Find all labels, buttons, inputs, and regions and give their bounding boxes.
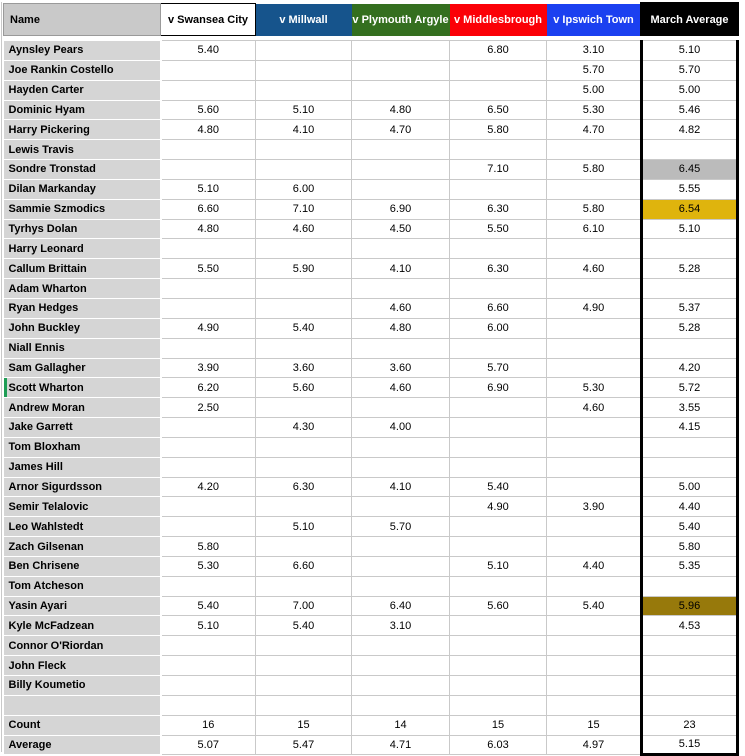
rating-cell[interactable]: 5.50 bbox=[450, 219, 547, 239]
rating-cell[interactable] bbox=[256, 656, 352, 676]
rating-cell[interactable]: 4.70 bbox=[547, 120, 642, 140]
rating-cell[interactable]: 16 bbox=[161, 715, 256, 735]
row-ryan-hedges bbox=[4, 298, 738, 318]
average-cell[interactable]: 4.53 bbox=[642, 616, 738, 636]
average-cell[interactable]: 5.00 bbox=[642, 80, 738, 100]
rating-cell[interactable] bbox=[450, 239, 547, 259]
rating-cell[interactable] bbox=[352, 41, 450, 61]
rating-cell[interactable]: 6.60 bbox=[256, 556, 352, 576]
average-cell[interactable]: 5.46 bbox=[642, 100, 738, 120]
rating-cell[interactable] bbox=[352, 80, 450, 100]
rating-cell[interactable] bbox=[256, 497, 352, 517]
row-harry-pickering bbox=[4, 120, 738, 140]
rating-cell[interactable] bbox=[161, 656, 256, 676]
rating-cell[interactable]: 3.60 bbox=[256, 358, 352, 378]
row-average bbox=[4, 735, 738, 755]
rating-cell[interactable]: 5.80 bbox=[161, 537, 256, 557]
rating-cell[interactable] bbox=[450, 418, 547, 438]
rating-cell[interactable] bbox=[352, 338, 450, 358]
rating-cell[interactable] bbox=[352, 576, 450, 596]
average-cell[interactable]: 5.35 bbox=[642, 556, 738, 576]
rating-cell[interactable] bbox=[352, 537, 450, 557]
player-name-cell[interactable]: Callum Brittain bbox=[4, 259, 161, 279]
rating-cell[interactable] bbox=[256, 636, 352, 656]
average-cell[interactable] bbox=[642, 140, 738, 160]
player-name-cell[interactable]: Sam Gallagher bbox=[4, 358, 161, 378]
rating-cell[interactable]: 5.40 bbox=[450, 477, 547, 497]
rating-cell[interactable] bbox=[352, 179, 450, 199]
rating-cell[interactable] bbox=[256, 60, 352, 80]
average-cell[interactable] bbox=[642, 676, 738, 696]
average-cell[interactable] bbox=[642, 239, 738, 259]
row-dilan-markanday bbox=[4, 179, 738, 199]
player-name-cell[interactable]: Joe Rankin Costello bbox=[4, 60, 161, 80]
rating-cell[interactable]: 4.80 bbox=[161, 120, 256, 140]
rating-cell[interactable] bbox=[352, 636, 450, 656]
rating-cell[interactable] bbox=[450, 656, 547, 676]
rating-cell[interactable] bbox=[450, 338, 547, 358]
average-cell[interactable]: 5.96 bbox=[642, 596, 738, 616]
rating-cell[interactable] bbox=[352, 556, 450, 576]
rating-cell[interactable] bbox=[450, 636, 547, 656]
player-name-cell[interactable]: Aynsley Pears bbox=[4, 41, 161, 61]
player-name-cell[interactable]: Count bbox=[4, 715, 161, 735]
average-cell[interactable]: 4.15 bbox=[642, 418, 738, 438]
rating-cell[interactable]: 5.70 bbox=[450, 358, 547, 378]
rating-cell[interactable]: 5.90 bbox=[256, 259, 352, 279]
rating-cell[interactable] bbox=[256, 239, 352, 259]
average-cell[interactable]: 4.40 bbox=[642, 497, 738, 517]
rating-cell[interactable] bbox=[547, 517, 642, 537]
column-header-v-swansea-city[interactable]: v Swansea City bbox=[161, 4, 256, 36]
rating-cell[interactable]: 4.71 bbox=[352, 735, 450, 755]
rating-cell[interactable] bbox=[450, 140, 547, 160]
rating-cell[interactable] bbox=[256, 695, 352, 715]
player-name-cell[interactable]: Ben Chrisene bbox=[4, 556, 161, 576]
rating-cell[interactable]: 6.60 bbox=[450, 298, 547, 318]
rating-cell[interactable] bbox=[161, 576, 256, 596]
player-name-cell[interactable]: Tom Atcheson bbox=[4, 576, 161, 596]
rating-cell[interactable]: 4.90 bbox=[450, 497, 547, 517]
rating-cell[interactable]: 4.60 bbox=[256, 219, 352, 239]
rating-cell[interactable]: 4.60 bbox=[352, 298, 450, 318]
rating-cell[interactable]: 6.30 bbox=[450, 199, 547, 219]
player-name-cell[interactable]: Dilan Markanday bbox=[4, 179, 161, 199]
rating-cell[interactable]: 5.10 bbox=[256, 100, 352, 120]
player-name-cell[interactable]: Harry Leonard bbox=[4, 239, 161, 259]
rating-cell[interactable] bbox=[450, 179, 547, 199]
rating-cell[interactable] bbox=[352, 60, 450, 80]
rating-cell[interactable] bbox=[547, 358, 642, 378]
average-cell[interactable]: 5.72 bbox=[642, 378, 738, 398]
row-arnor-sigurdsson bbox=[4, 477, 738, 497]
rating-cell[interactable] bbox=[352, 160, 450, 180]
rating-cell[interactable]: 5.80 bbox=[450, 120, 547, 140]
average-cell[interactable]: 5.28 bbox=[642, 318, 738, 338]
player-name-cell[interactable]: James Hill bbox=[4, 457, 161, 477]
rating-cell[interactable] bbox=[256, 298, 352, 318]
rating-cell[interactable] bbox=[256, 80, 352, 100]
rating-cell[interactable] bbox=[256, 537, 352, 557]
rating-cell[interactable] bbox=[450, 398, 547, 418]
average-cell[interactable] bbox=[642, 457, 738, 477]
rating-cell[interactable]: 5.40 bbox=[256, 318, 352, 338]
row-jake-garrett bbox=[4, 418, 738, 438]
rating-cell[interactable]: 4.60 bbox=[547, 398, 642, 418]
row-semir-telalovic bbox=[4, 497, 738, 517]
rating-cell[interactable] bbox=[256, 437, 352, 457]
rating-cell[interactable] bbox=[450, 576, 547, 596]
rating-cell[interactable] bbox=[450, 517, 547, 537]
rating-cell[interactable] bbox=[547, 576, 642, 596]
player-name-cell[interactable]: Tom Bloxham bbox=[4, 437, 161, 457]
player-name-cell[interactable]: Average bbox=[4, 735, 161, 755]
player-name-cell[interactable]: Sondre Tronstad bbox=[4, 160, 161, 180]
row-zach-gilsenan bbox=[4, 537, 738, 557]
rating-cell[interactable]: 3.90 bbox=[547, 497, 642, 517]
rating-cell[interactable] bbox=[161, 338, 256, 358]
rating-cell[interactable] bbox=[352, 497, 450, 517]
rating-cell[interactable]: 5.10 bbox=[450, 556, 547, 576]
rating-cell[interactable]: 6.30 bbox=[256, 477, 352, 497]
player-name-cell[interactable] bbox=[4, 695, 161, 715]
rating-cell[interactable]: 5.80 bbox=[547, 160, 642, 180]
player-name-cell[interactable]: Kyle McFadzean bbox=[4, 616, 161, 636]
rating-cell[interactable] bbox=[352, 239, 450, 259]
rating-cell[interactable] bbox=[256, 676, 352, 696]
rating-cell[interactable]: 5.40 bbox=[161, 596, 256, 616]
rating-cell[interactable]: 5.70 bbox=[547, 60, 642, 80]
rating-cell[interactable]: 15 bbox=[256, 715, 352, 735]
rating-cell[interactable] bbox=[256, 576, 352, 596]
average-cell[interactable] bbox=[642, 437, 738, 457]
column-header-v-ipswich-town[interactable]: v Ipswich Town bbox=[547, 4, 642, 36]
player-name-cell[interactable]: Lewis Travis bbox=[4, 140, 161, 160]
rating-cell[interactable]: 4.80 bbox=[352, 318, 450, 338]
rating-cell[interactable]: 5.10 bbox=[161, 179, 256, 199]
player-name-cell[interactable]: Ryan Hedges bbox=[4, 298, 161, 318]
rating-cell[interactable]: 6.30 bbox=[450, 259, 547, 279]
row-tom-bloxham bbox=[4, 437, 738, 457]
average-cell[interactable] bbox=[642, 338, 738, 358]
table-body bbox=[4, 41, 738, 755]
rating-cell[interactable]: 15 bbox=[547, 715, 642, 735]
row-aynsley-pears bbox=[4, 41, 738, 61]
player-name-cell[interactable]: Yasin Ayari bbox=[4, 596, 161, 616]
rating-cell[interactable] bbox=[450, 80, 547, 100]
rating-cell[interactable] bbox=[450, 695, 547, 715]
rating-cell[interactable] bbox=[161, 676, 256, 696]
player-name-cell[interactable]: Sammie Szmodics bbox=[4, 199, 161, 219]
average-cell[interactable]: 4.20 bbox=[642, 358, 738, 378]
row-adam-wharton bbox=[4, 279, 738, 299]
rating-cell[interactable]: 4.30 bbox=[256, 418, 352, 438]
rating-cell[interactable]: 5.40 bbox=[256, 616, 352, 636]
row-james-hill bbox=[4, 457, 738, 477]
row-harry-leonard bbox=[4, 239, 738, 259]
row-sammie-szmodics bbox=[4, 199, 738, 219]
rating-cell[interactable] bbox=[450, 457, 547, 477]
rating-cell[interactable]: 3.10 bbox=[352, 616, 450, 636]
player-name-cell[interactable]: Connor O'Riordan bbox=[4, 636, 161, 656]
rating-cell[interactable] bbox=[161, 437, 256, 457]
row-hayden-carter bbox=[4, 80, 738, 100]
row-niall-ennis bbox=[4, 338, 738, 358]
rating-cell[interactable]: 4.97 bbox=[547, 735, 642, 755]
rating-cell[interactable] bbox=[161, 279, 256, 299]
row-connor-o-riordan bbox=[4, 636, 738, 656]
rating-cell[interactable] bbox=[256, 457, 352, 477]
rating-cell[interactable]: 4.10 bbox=[256, 120, 352, 140]
sheet-left-gridline bbox=[1, 2, 2, 752]
rating-cell[interactable]: 5.60 bbox=[256, 378, 352, 398]
row-ben-chrisene bbox=[4, 556, 738, 576]
rating-cell[interactable]: 5.30 bbox=[547, 378, 642, 398]
row-sam-gallagher bbox=[4, 358, 738, 378]
row-kyle-mcfadzean bbox=[4, 616, 738, 636]
average-cell[interactable]: 6.45 bbox=[642, 160, 738, 180]
row-lewis-travis bbox=[4, 140, 738, 160]
rating-cell[interactable] bbox=[256, 160, 352, 180]
rating-cell[interactable] bbox=[450, 616, 547, 636]
rating-cell[interactable]: 4.10 bbox=[352, 477, 450, 497]
average-cell[interactable] bbox=[642, 279, 738, 299]
rating-cell[interactable]: 4.60 bbox=[352, 378, 450, 398]
player-name-cell[interactable]: Dominic Hyam bbox=[4, 100, 161, 120]
rating-cell[interactable] bbox=[547, 318, 642, 338]
rating-cell[interactable] bbox=[161, 517, 256, 537]
rating-cell[interactable] bbox=[352, 656, 450, 676]
rating-cell[interactable]: 7.10 bbox=[256, 199, 352, 219]
rating-cell[interactable]: 5.10 bbox=[161, 616, 256, 636]
rating-cell[interactable]: 5.80 bbox=[547, 199, 642, 219]
rating-cell[interactable] bbox=[547, 656, 642, 676]
row-john-buckley bbox=[4, 318, 738, 338]
row-sondre-tronstad bbox=[4, 160, 738, 180]
rating-cell[interactable] bbox=[547, 338, 642, 358]
average-cell[interactable] bbox=[642, 656, 738, 676]
player-name-cell[interactable]: Leo Wahlstedt bbox=[4, 517, 161, 537]
average-cell[interactable] bbox=[642, 576, 738, 596]
row-tyrhys-dolan bbox=[4, 219, 738, 239]
average-cell[interactable]: 5.37 bbox=[642, 298, 738, 318]
rating-cell[interactable]: 5.07 bbox=[161, 735, 256, 755]
average-cell[interactable]: 4.82 bbox=[642, 120, 738, 140]
rating-cell[interactable]: 5.70 bbox=[352, 517, 450, 537]
blank-row bbox=[4, 695, 738, 715]
column-header-march-average[interactable]: March Average bbox=[642, 4, 738, 36]
rating-cell[interactable] bbox=[352, 140, 450, 160]
rating-cell[interactable] bbox=[161, 695, 256, 715]
rating-cell[interactable]: 4.90 bbox=[547, 298, 642, 318]
average-cell[interactable]: 5.40 bbox=[642, 517, 738, 537]
rating-cell[interactable] bbox=[547, 140, 642, 160]
rating-cell[interactable] bbox=[256, 279, 352, 299]
average-cell[interactable]: 5.80 bbox=[642, 537, 738, 557]
row-dominic-hyam bbox=[4, 100, 738, 120]
row-callum-brittain bbox=[4, 259, 738, 279]
rating-cell[interactable]: 14 bbox=[352, 715, 450, 735]
rating-cell[interactable] bbox=[547, 616, 642, 636]
column-header-v-plymouth-argyle[interactable]: v Plymouth Argyle bbox=[352, 4, 450, 36]
row-john-fleck bbox=[4, 656, 738, 676]
rating-cell[interactable] bbox=[161, 140, 256, 160]
player-name-cell[interactable]: Andrew Moran bbox=[4, 398, 161, 418]
rating-cell[interactable]: 4.10 bbox=[352, 259, 450, 279]
player-name-cell[interactable]: Tyrhys Dolan bbox=[4, 219, 161, 239]
player-name-cell[interactable]: John Fleck bbox=[4, 656, 161, 676]
average-cell[interactable] bbox=[642, 636, 738, 656]
player-name-cell[interactable]: Zach Gilsenan bbox=[4, 537, 161, 557]
rating-cell[interactable] bbox=[161, 457, 256, 477]
rating-cell[interactable] bbox=[450, 437, 547, 457]
average-cell[interactable]: 23 bbox=[642, 715, 738, 735]
rating-cell[interactable] bbox=[547, 695, 642, 715]
rating-cell[interactable]: 5.40 bbox=[547, 596, 642, 616]
rating-cell[interactable]: 15 bbox=[450, 715, 547, 735]
rating-cell[interactable]: 4.70 bbox=[352, 120, 450, 140]
rating-cell[interactable]: 5.47 bbox=[256, 735, 352, 755]
rating-cell[interactable] bbox=[161, 298, 256, 318]
rating-cell[interactable]: 7.10 bbox=[450, 160, 547, 180]
rating-cell[interactable] bbox=[161, 80, 256, 100]
average-cell[interactable] bbox=[642, 695, 738, 715]
rating-cell[interactable]: 6.20 bbox=[161, 378, 256, 398]
rating-cell[interactable]: 4.80 bbox=[161, 219, 256, 239]
rating-cell[interactable] bbox=[547, 676, 642, 696]
rating-cell[interactable] bbox=[352, 398, 450, 418]
rating-cell[interactable] bbox=[547, 239, 642, 259]
rating-cell[interactable] bbox=[161, 239, 256, 259]
row-andrew-moran bbox=[4, 398, 738, 418]
header-row bbox=[4, 4, 738, 36]
rating-cell[interactable]: 4.60 bbox=[547, 259, 642, 279]
rating-cell[interactable]: 6.90 bbox=[352, 199, 450, 219]
rating-cell[interactable]: 5.30 bbox=[547, 100, 642, 120]
rating-cell[interactable] bbox=[352, 279, 450, 299]
rating-cell[interactable]: 3.10 bbox=[547, 41, 642, 61]
rating-cell[interactable] bbox=[256, 338, 352, 358]
rating-cell[interactable]: 4.90 bbox=[161, 318, 256, 338]
rating-cell[interactable] bbox=[547, 279, 642, 299]
rating-cell[interactable]: 4.40 bbox=[547, 556, 642, 576]
rating-cell[interactable]: 3.60 bbox=[352, 358, 450, 378]
player-name-cell[interactable]: Semir Telalovic bbox=[4, 497, 161, 517]
rating-cell[interactable]: 6.40 bbox=[352, 596, 450, 616]
average-cell[interactable]: 5.28 bbox=[642, 259, 738, 279]
rating-cell[interactable]: 5.10 bbox=[256, 517, 352, 537]
rating-cell[interactable] bbox=[450, 676, 547, 696]
rating-cell[interactable]: 6.03 bbox=[450, 735, 547, 755]
player-name-cell[interactable]: John Buckley bbox=[4, 318, 161, 338]
rating-cell[interactable] bbox=[547, 477, 642, 497]
rating-cell[interactable] bbox=[450, 537, 547, 557]
rating-cell[interactable]: 4.00 bbox=[352, 418, 450, 438]
rating-cell[interactable] bbox=[547, 179, 642, 199]
rating-cell[interactable] bbox=[450, 60, 547, 80]
player-name-cell[interactable]: Harry Pickering bbox=[4, 120, 161, 140]
rating-cell[interactable]: 4.80 bbox=[352, 100, 450, 120]
rating-cell[interactable]: 5.60 bbox=[161, 100, 256, 120]
column-header-v-millwall[interactable]: v Millwall bbox=[256, 4, 352, 36]
average-cell[interactable]: 5.00 bbox=[642, 477, 738, 497]
rating-cell[interactable] bbox=[547, 418, 642, 438]
rating-cell[interactable] bbox=[450, 279, 547, 299]
rating-cell[interactable] bbox=[352, 437, 450, 457]
rating-cell[interactable]: 6.90 bbox=[450, 378, 547, 398]
rating-cell[interactable] bbox=[352, 676, 450, 696]
rating-cell[interactable]: 4.50 bbox=[352, 219, 450, 239]
average-cell[interactable]: 5.70 bbox=[642, 60, 738, 80]
average-cell[interactable]: 6.54 bbox=[642, 199, 738, 219]
rating-cell[interactable] bbox=[161, 418, 256, 438]
average-cell[interactable]: 3.55 bbox=[642, 398, 738, 418]
rating-cell[interactable] bbox=[161, 160, 256, 180]
rating-cell[interactable]: 5.50 bbox=[161, 259, 256, 279]
average-cell[interactable]: 5.10 bbox=[642, 219, 738, 239]
rating-cell[interactable] bbox=[547, 537, 642, 557]
row-joe-rankin-costello bbox=[4, 60, 738, 80]
rating-cell[interactable] bbox=[352, 695, 450, 715]
rating-cell[interactable]: 6.00 bbox=[450, 318, 547, 338]
rating-cell[interactable] bbox=[547, 457, 642, 477]
player-name-cell[interactable]: Niall Ennis bbox=[4, 338, 161, 358]
rating-cell[interactable]: 6.80 bbox=[450, 41, 547, 61]
rating-cell[interactable]: 4.20 bbox=[161, 477, 256, 497]
rating-cell[interactable]: 7.00 bbox=[256, 596, 352, 616]
player-name-cell[interactable]: Adam Wharton bbox=[4, 279, 161, 299]
rating-cell[interactable] bbox=[161, 497, 256, 517]
rating-cell[interactable] bbox=[547, 437, 642, 457]
rating-cell[interactable]: 5.60 bbox=[450, 596, 547, 616]
rating-cell[interactable]: 6.10 bbox=[547, 219, 642, 239]
rating-cell[interactable]: 5.00 bbox=[547, 80, 642, 100]
rating-cell[interactable]: 5.30 bbox=[161, 556, 256, 576]
average-cell[interactable]: 5.10 bbox=[642, 41, 738, 61]
average-cell[interactable]: 5.15 bbox=[642, 735, 738, 755]
rating-cell[interactable] bbox=[352, 457, 450, 477]
player-name-cell[interactable]: Hayden Carter bbox=[4, 80, 161, 100]
player-name-cell[interactable]: Arnor Sigurdsson bbox=[4, 477, 161, 497]
rating-cell[interactable]: 5.40 bbox=[161, 41, 256, 61]
row-count bbox=[4, 715, 738, 735]
rating-cell[interactable] bbox=[256, 41, 352, 61]
player-name-cell[interactable]: Scott Wharton bbox=[4, 378, 161, 398]
rating-cell[interactable]: 6.60 bbox=[161, 199, 256, 219]
rating-cell[interactable] bbox=[547, 636, 642, 656]
average-cell[interactable]: 5.55 bbox=[642, 179, 738, 199]
row-billy-koumetio bbox=[4, 676, 738, 696]
player-name-cell[interactable]: Jake Garrett bbox=[4, 418, 161, 438]
rating-cell[interactable] bbox=[161, 60, 256, 80]
row-tom-atcheson bbox=[4, 576, 738, 596]
column-header-name[interactable]: Name bbox=[4, 4, 161, 36]
rating-cell[interactable] bbox=[161, 636, 256, 656]
rating-cell[interactable] bbox=[256, 398, 352, 418]
rating-cell[interactable]: 6.00 bbox=[256, 179, 352, 199]
player-ratings-table bbox=[3, 2, 739, 756]
row-yasin-ayari bbox=[4, 596, 738, 616]
row-scott-wharton bbox=[4, 378, 738, 398]
rating-cell[interactable]: 2.50 bbox=[161, 398, 256, 418]
rating-cell[interactable]: 6.50 bbox=[450, 100, 547, 120]
rating-cell[interactable]: 3.90 bbox=[161, 358, 256, 378]
player-name-cell[interactable]: Billy Koumetio bbox=[4, 676, 161, 696]
row-leo-wahlstedt bbox=[4, 517, 738, 537]
rating-cell[interactable] bbox=[256, 140, 352, 160]
column-header-v-middlesbrough[interactable]: v Middlesbrough bbox=[450, 4, 547, 36]
